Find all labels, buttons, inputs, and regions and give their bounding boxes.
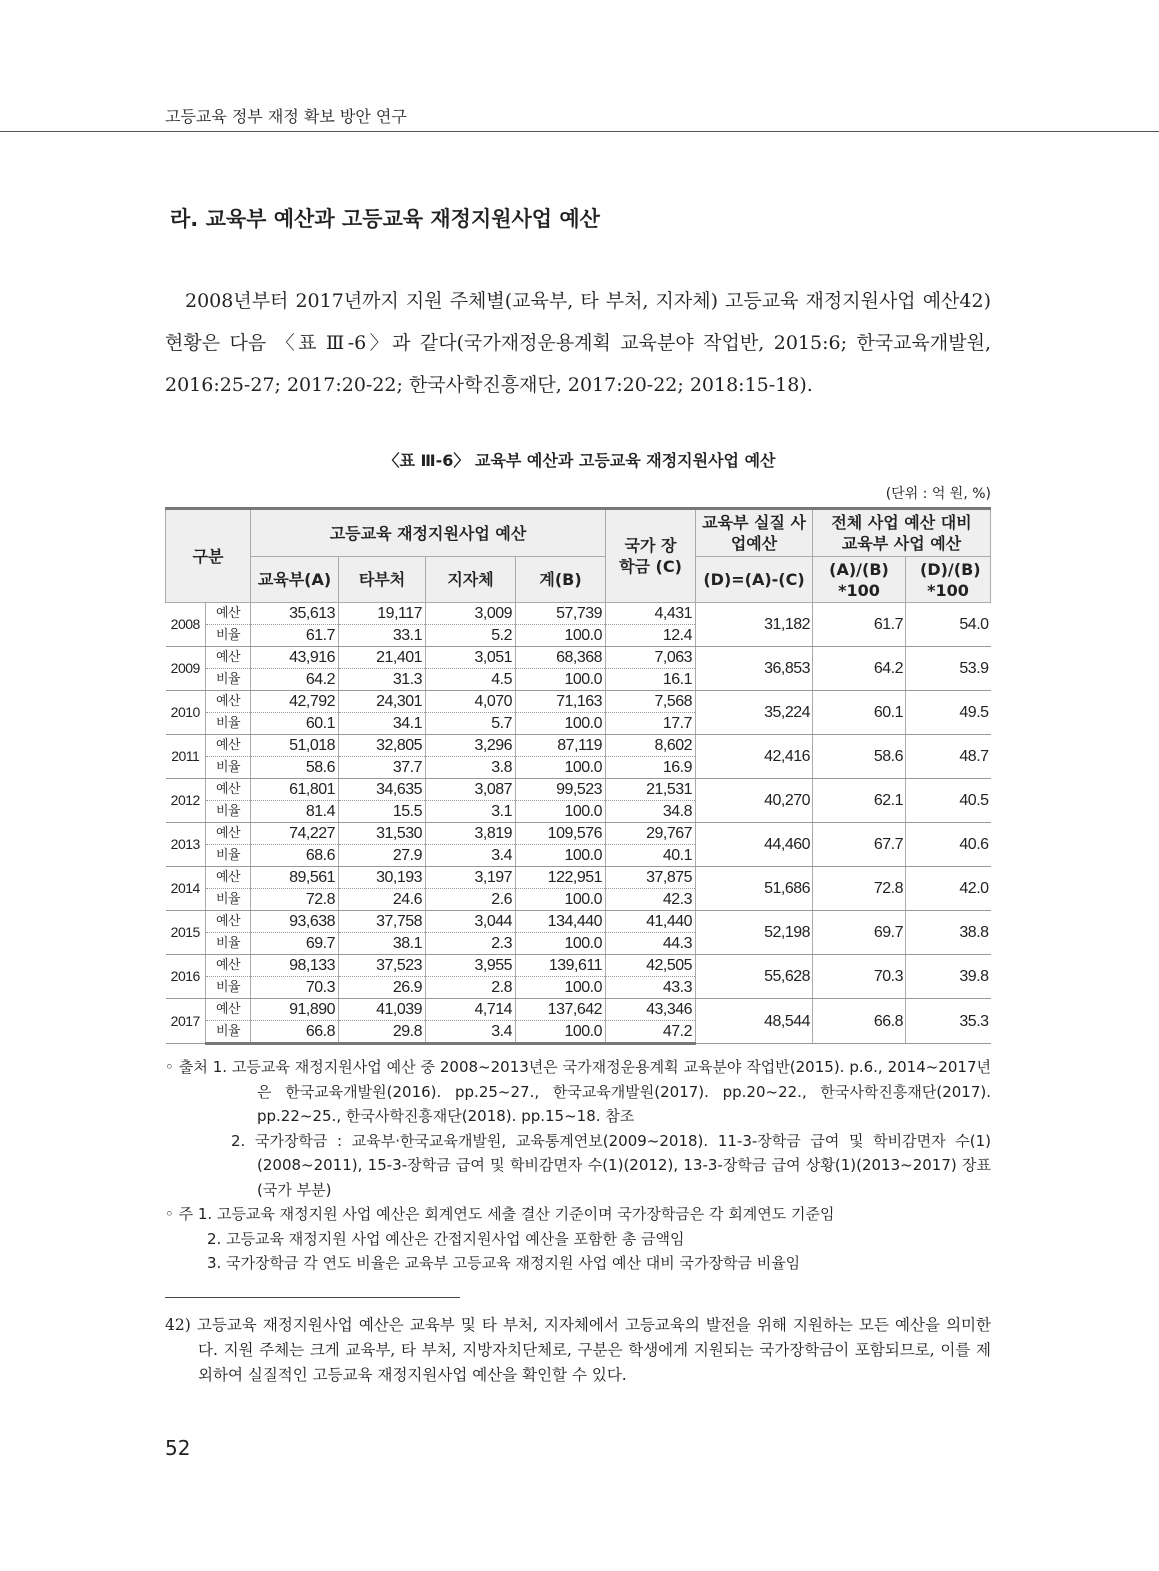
ab-ratio-cell: 61.7 (813, 603, 906, 647)
real-budget-cell: 31,182 (696, 603, 813, 647)
real-budget-cell: 48,544 (696, 999, 813, 1044)
budget-cell: 41,440 (606, 911, 696, 933)
db-ratio-cell: 38.8 (906, 911, 991, 955)
header-edu: 교육부(A) (251, 557, 339, 603)
header-scholarship: 국가 장학금 (C) (606, 509, 696, 603)
budget-cell: 30,193 (339, 867, 426, 889)
row-label-budget: 예산 (206, 911, 251, 933)
ratio-cell: 17.7 (606, 713, 696, 735)
ratio-cell: 12.4 (606, 625, 696, 647)
ratio-cell: 70.3 (251, 977, 339, 999)
table-row-budget (166, 955, 991, 977)
real-budget-cell: 51,686 (696, 867, 813, 911)
note-source-1: ◦ 출처 1. 고등교육 재정지원사업 예산 중 2008~2013년은 국가재정운용계획 교육분야 작업반(2015). p.6., 2014~2017년은 한국교육개발원(2016). pp.25~27., 한국교육개발원(2017). pp.20~22., 한국사학진흥재단(2017). pp.22~25., 한국사학진흥재단(2018). pp.15~18. 참조 (165, 1058, 991, 1125)
year-cell: 2013 (166, 823, 206, 867)
db-ratio-cell: 42.0 (906, 867, 991, 911)
budget-cell: 35,613 (251, 603, 339, 625)
budget-cell: 93,638 (251, 911, 339, 933)
ratio-cell: 29.8 (339, 1021, 426, 1044)
budget-cell: 4,070 (426, 691, 516, 713)
year-cell: 2009 (166, 647, 206, 691)
ratio-cell: 2.6 (426, 889, 516, 911)
ratio-cell: 16.9 (606, 757, 696, 779)
real-budget-cell: 55,628 (696, 955, 813, 999)
ab-ratio-cell: 67.7 (813, 823, 906, 867)
ratio-cell: 5.7 (426, 713, 516, 735)
ratio-cell: 15.5 (339, 801, 426, 823)
ratio-cell: 3.4 (426, 1021, 516, 1044)
year-cell: 2015 (166, 911, 206, 955)
ratio-cell: 3.4 (426, 845, 516, 867)
ratio-cell: 100.0 (516, 977, 606, 999)
row-label-ratio: 비율 (206, 713, 251, 735)
row-label-ratio: 비율 (206, 977, 251, 999)
db-ratio-cell: 40.6 (906, 823, 991, 867)
ratio-cell: 43.3 (606, 977, 696, 999)
header-group: 고등교육 재정지원사업 예산 (251, 509, 606, 557)
row-label-budget: 예산 (206, 955, 251, 977)
budget-cell: 21,401 (339, 647, 426, 669)
row-label-budget: 예산 (206, 647, 251, 669)
ratio-cell: 81.4 (251, 801, 339, 823)
ab-ratio-cell: 70.3 (813, 955, 906, 999)
note-remark-3: 3. 국가장학금 각 연도 비율은 교육부 고등교육 재정지원 사업 예산 대비 국가장학금 비율임 (207, 1254, 801, 1272)
budget-cell: 31,530 (339, 823, 426, 845)
ratio-cell: 100.0 (516, 889, 606, 911)
budget-cell: 8,602 (606, 735, 696, 757)
year-cell: 2016 (166, 955, 206, 999)
budget-cell: 87,119 (516, 735, 606, 757)
budget-cell: 4,714 (426, 999, 516, 1021)
ab-ratio-cell: 72.8 (813, 867, 906, 911)
row-label-ratio: 비율 (206, 669, 251, 691)
ratio-cell: 100.0 (516, 1021, 606, 1044)
header-rule (0, 131, 1159, 132)
budget-cell: 91,890 (251, 999, 339, 1021)
real-budget-cell: 52,198 (696, 911, 813, 955)
year-cell: 2014 (166, 867, 206, 911)
table-row-budget (166, 867, 991, 889)
row-label-budget: 예산 (206, 867, 251, 889)
ratio-cell: 66.8 (251, 1021, 339, 1044)
budget-cell: 37,523 (339, 955, 426, 977)
page-number: 52 (165, 1436, 191, 1460)
row-label-ratio: 비율 (206, 845, 251, 867)
ratio-cell: 24.6 (339, 889, 426, 911)
ratio-cell: 61.7 (251, 625, 339, 647)
ab-ratio-cell: 62.1 (813, 779, 906, 823)
header-total: 계(B) (516, 557, 606, 603)
budget-cell: 98,133 (251, 955, 339, 977)
ratio-cell: 26.9 (339, 977, 426, 999)
budget-table (165, 507, 991, 1045)
budget-cell: 68,368 (516, 647, 606, 669)
header-gubun: 구분 (166, 509, 251, 603)
budget-cell: 3,087 (426, 779, 516, 801)
budget-cell: 89,561 (251, 867, 339, 889)
header-db: (D)/(B) *100 (906, 557, 991, 603)
table-row-budget (166, 999, 991, 1021)
running-header: 고등교육 정부 재정 확보 방안 연구 (165, 107, 407, 126)
footnote: 42) 고등교육 재정지원사업 예산은 교육부 및 타 부처, 지자체에서 고등교육의 발전을 위해 지원하는 모든 예산을 의미한다. 지원 주체는 크게 교육부, 타 부처, 지방자치단체로, 구분은 학생에게 지원되는 국가장학금이 포함되므로, 이를 제외하여 실질적인 고등교육 재정지원사업 예산을 확인할 수 있다. (165, 1316, 991, 1384)
budget-cell: 24,301 (339, 691, 426, 713)
budget-cell: 4,431 (606, 603, 696, 625)
budget-cell: 137,642 (516, 999, 606, 1021)
ratio-cell: 100.0 (516, 757, 606, 779)
db-ratio-cell: 35.3 (906, 999, 991, 1044)
budget-cell: 57,739 (516, 603, 606, 625)
year-cell: 2012 (166, 779, 206, 823)
budget-cell: 3,044 (426, 911, 516, 933)
ratio-cell: 44.3 (606, 933, 696, 955)
table-row-budget (166, 603, 991, 625)
table-row-budget (166, 911, 991, 933)
budget-cell: 37,758 (339, 911, 426, 933)
ratio-cell: 47.2 (606, 1021, 696, 1044)
body-paragraph (165, 280, 991, 406)
db-ratio-cell: 54.0 (906, 603, 991, 647)
ab-ratio-cell: 58.6 (813, 735, 906, 779)
budget-cell: 99,523 (516, 779, 606, 801)
budget-cell: 7,568 (606, 691, 696, 713)
ratio-cell: 64.2 (251, 669, 339, 691)
row-label-ratio: 비율 (206, 625, 251, 647)
ratio-cell: 3.8 (426, 757, 516, 779)
header-local: 지자체 (426, 557, 516, 603)
ratio-cell: 68.6 (251, 845, 339, 867)
ratio-cell: 16.1 (606, 669, 696, 691)
ratio-cell: 100.0 (516, 801, 606, 823)
ratio-cell: 34.1 (339, 713, 426, 735)
row-label-budget: 예산 (206, 823, 251, 845)
budget-cell: 42,792 (251, 691, 339, 713)
budget-cell: 3,955 (426, 955, 516, 977)
ab-ratio-cell: 64.2 (813, 647, 906, 691)
ratio-cell: 37.7 (339, 757, 426, 779)
table-notes (165, 1055, 991, 1276)
real-budget-cell: 42,416 (696, 735, 813, 779)
budget-cell: 109,576 (516, 823, 606, 845)
row-label-ratio: 비율 (206, 933, 251, 955)
budget-cell: 3,819 (426, 823, 516, 845)
budget-cell: 43,916 (251, 647, 339, 669)
table-row-budget (166, 691, 991, 713)
budget-cell: 3,296 (426, 735, 516, 757)
row-label-ratio: 비율 (206, 889, 251, 911)
budget-cell: 51,018 (251, 735, 339, 757)
year-cell: 2008 (166, 603, 206, 647)
budget-cell: 32,805 (339, 735, 426, 757)
ratio-cell: 72.8 (251, 889, 339, 911)
row-label-budget: 예산 (206, 999, 251, 1021)
ratio-cell: 38.1 (339, 933, 426, 955)
ratio-cell: 31.3 (339, 669, 426, 691)
row-label-ratio: 비율 (206, 757, 251, 779)
budget-cell: 21,531 (606, 779, 696, 801)
budget-cell: 34,635 (339, 779, 426, 801)
ratio-cell: 60.1 (251, 713, 339, 735)
table-caption: 〈표 Ⅲ-6〉 교육부 예산과 고등교육 재정지원사업 예산 (383, 451, 776, 470)
db-ratio-cell: 49.5 (906, 691, 991, 735)
header-real: (D)=(A)-(C) (696, 557, 813, 603)
ratio-cell: 100.0 (516, 845, 606, 867)
budget-cell: 19,117 (339, 603, 426, 625)
db-ratio-cell: 39.8 (906, 955, 991, 999)
paragraph-text: 2008년부터 2017년까지 지원 주체별(교육부, 타 부처, 지자체) 고등교육 재정지원사업 예산42) 현황은 다음 〈표 Ⅲ-6〉과 같다(국가재정운용계획 교육분야 작업반, 2015:6; 한국교육개발원, 2016:25-27; 2017:20-22; 한국사학진흥재단, 2017:20-22; 2018:15-18). (165, 290, 991, 396)
real-budget-cell: 40,270 (696, 779, 813, 823)
budget-cell: 139,611 (516, 955, 606, 977)
ratio-cell: 33.1 (339, 625, 426, 647)
budget-cell: 37,875 (606, 867, 696, 889)
section-heading: 라. 교육부 예산과 고등교육 재정지원사업 예산 (170, 207, 600, 231)
budget-cell: 61,801 (251, 779, 339, 801)
header-other: 타부처 (339, 557, 426, 603)
table-row-budget (166, 647, 991, 669)
note-source-2: 2. 국가장학금 : 교육부·한국교육개발원, 교육통계연보(2009~2018). 11-3-장학금 급여 및 학비감면자 수(1)(2008~2011), 15-3-장학금 급여 및 학비감면자 수(1)(2012), 13-3-장학금 급여 상황(1)(2013~2017) 장표(국가 부분) (231, 1131, 991, 1199)
row-label-budget: 예산 (206, 691, 251, 713)
budget-cell: 42,505 (606, 955, 696, 977)
ratio-cell: 100.0 (516, 669, 606, 691)
budget-cell: 134,440 (516, 911, 606, 933)
ratio-cell: 42.3 (606, 889, 696, 911)
row-label-ratio: 비율 (206, 801, 251, 823)
real-budget-cell: 35,224 (696, 691, 813, 735)
ratio-cell: 27.9 (339, 845, 426, 867)
ratio-cell: 40.1 (606, 845, 696, 867)
ratio-cell: 100.0 (516, 933, 606, 955)
budget-cell: 3,009 (426, 603, 516, 625)
table-row-budget (166, 735, 991, 757)
db-ratio-cell: 40.5 (906, 779, 991, 823)
header-ratio-top: 전체 사업 예산 대비 교육부 사업 예산 (813, 509, 991, 557)
ab-ratio-cell: 60.1 (813, 691, 906, 735)
table-unit: (단위 : 억 원, %) (885, 486, 991, 502)
header-ab: (A)/(B) *100 (813, 557, 906, 603)
budget-cell: 74,227 (251, 823, 339, 845)
header-real-top: 교육부 실질 사업예산 (696, 509, 813, 557)
real-budget-cell: 44,460 (696, 823, 813, 867)
db-ratio-cell: 53.9 (906, 647, 991, 691)
ratio-cell: 69.7 (251, 933, 339, 955)
budget-cell: 7,063 (606, 647, 696, 669)
real-budget-cell: 36,853 (696, 647, 813, 691)
ratio-cell: 5.2 (426, 625, 516, 647)
row-label-budget: 예산 (206, 735, 251, 757)
budget-cell: 41,039 (339, 999, 426, 1021)
year-cell: 2010 (166, 691, 206, 735)
budget-cell: 122,951 (516, 867, 606, 889)
table-row-budget (166, 779, 991, 801)
ratio-cell: 100.0 (516, 625, 606, 647)
row-label-budget: 예산 (206, 603, 251, 625)
ratio-cell: 100.0 (516, 713, 606, 735)
ratio-cell: 4.5 (426, 669, 516, 691)
row-label-budget: 예산 (206, 779, 251, 801)
note-remark-1: ◦ 주 1. 고등교육 재정지원 사업 예산은 회계연도 세출 결산 기준이며 국가장학금은 각 회계연도 기준임 (165, 1205, 835, 1223)
table-row-budget (166, 823, 991, 845)
footnote-rule (165, 1297, 460, 1298)
row-label-ratio: 비율 (206, 1021, 251, 1044)
ratio-cell: 2.3 (426, 933, 516, 955)
ab-ratio-cell: 69.7 (813, 911, 906, 955)
ratio-cell: 2.8 (426, 977, 516, 999)
note-remark-2: 2. 고등교육 재정지원 사업 예산은 간접지원사업 예산을 포함한 총 금액임 (207, 1229, 685, 1248)
ratio-cell: 58.6 (251, 757, 339, 779)
ratio-cell: 3.1 (426, 801, 516, 823)
ratio-cell: 34.8 (606, 801, 696, 823)
year-cell: 2011 (166, 735, 206, 779)
budget-cell: 3,197 (426, 867, 516, 889)
budget-cell: 71,163 (516, 691, 606, 713)
budget-cell: 3,051 (426, 647, 516, 669)
year-cell: 2017 (166, 999, 206, 1044)
budget-cell: 43,346 (606, 999, 696, 1021)
budget-cell: 29,767 (606, 823, 696, 845)
ab-ratio-cell: 66.8 (813, 999, 906, 1044)
db-ratio-cell: 48.7 (906, 735, 991, 779)
